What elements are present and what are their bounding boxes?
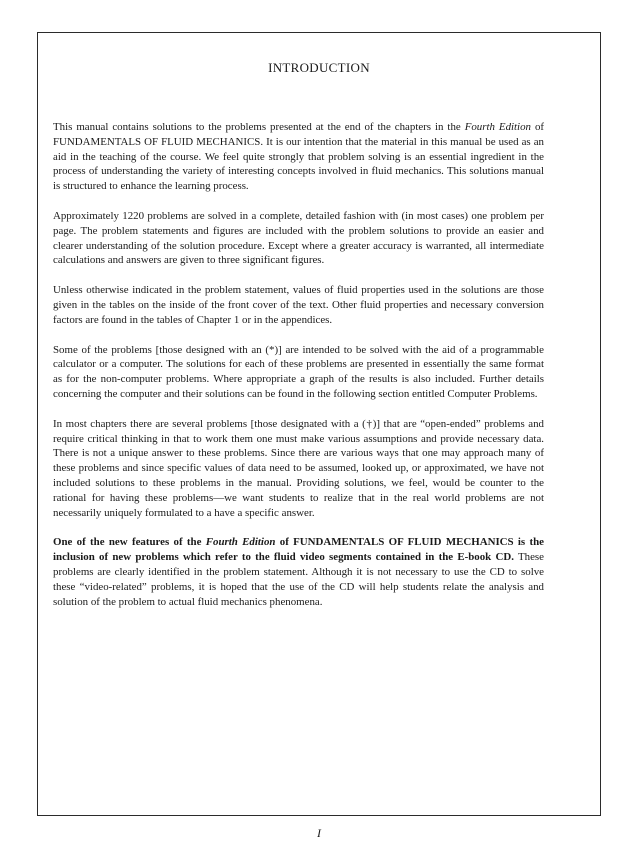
paragraph-6: One of the new features of the Fourth Edition of FUNDAMENTALS OF FLUID MECHANICS is the inclusion of new problems which refer to the fluid video segments contained in the E-book CD. These problems are clearly identified in the problem statement. Although it is not necessary to use the CD to solve these “video-related” problems, it is hoped that the use of the CD will help students relate the analysis and solution of the problem to actual fluid mechanics phenomena. bbox=[53, 536, 544, 608]
paragraph-1: This manual contains solutions to the problems presented at the end of the chapters in the Fourth Edition of FUNDAMENTALS OF FLUID MECHANICS. It is our intention that the material in this manual be used as an aid in the teaching of the course. We feel quite strongly that problem solving is an essential ingredient in the process of understanding the variety of interesting concepts involved in fluid mechanics. This solutions manual is structured to enhance the learning process. bbox=[53, 121, 545, 193]
paragraph-5: In most chapters there are several problems [those designated with a (†)] that are “open-ended” problems and require critical thinking in that to work them one must make various assumptions and provide necessary data. There is not a unique answer to these problems. Since there are various ways that one may approach many of these problems and since specific values of data need to be assumed, looked up, or approximated, we have not included solutions to these problems in the manual. Providing solutions, we feel, would be counter to the rational for having these problems—we want students to realize that in the real world problems are not necessarily uniquely formulated to a have a specific answer. bbox=[53, 417, 544, 519]
page-title: INTRODUCTION bbox=[268, 60, 370, 75]
paragraph-3: Unless otherwise indicated in the problem statement, values of fluid properties used in the solutions are those given in the tables on the inside of the front cover of the text. Other fluid properties and necessary conversion factors are found in the tables of Chapter 1 or in the appendices. bbox=[53, 284, 544, 326]
page-number: I bbox=[317, 826, 321, 840]
paragraph-2: Approximately 1220 problems are solved in a complete, detailed fashion with (in most cases) one problem per page. The problem statements and figures are included with the problem solutions to provide an easier and clearer understanding of the solution procedure. Except where a greater accuracy is warranted, all intermediate calculations and answers are given to three significant figures. bbox=[53, 209, 544, 267]
edition-italic: Fourth Edition bbox=[464, 121, 531, 133]
paragraph-4: Some of the problems [those designed with an (*)] are intended to be solved with the aid of a programmable calculator or a computer. The solutions for each of these problems are presented in essentially the same format as for the non-computer problems. Where appropriate a graph of the results is also included. Further details concerning the computer and their solutions can be found in the following section entitled Computer Problems. bbox=[53, 343, 544, 400]
body-text bbox=[53, 120, 544, 609]
edition-bold-italic: Fourth Edition bbox=[205, 536, 276, 549]
